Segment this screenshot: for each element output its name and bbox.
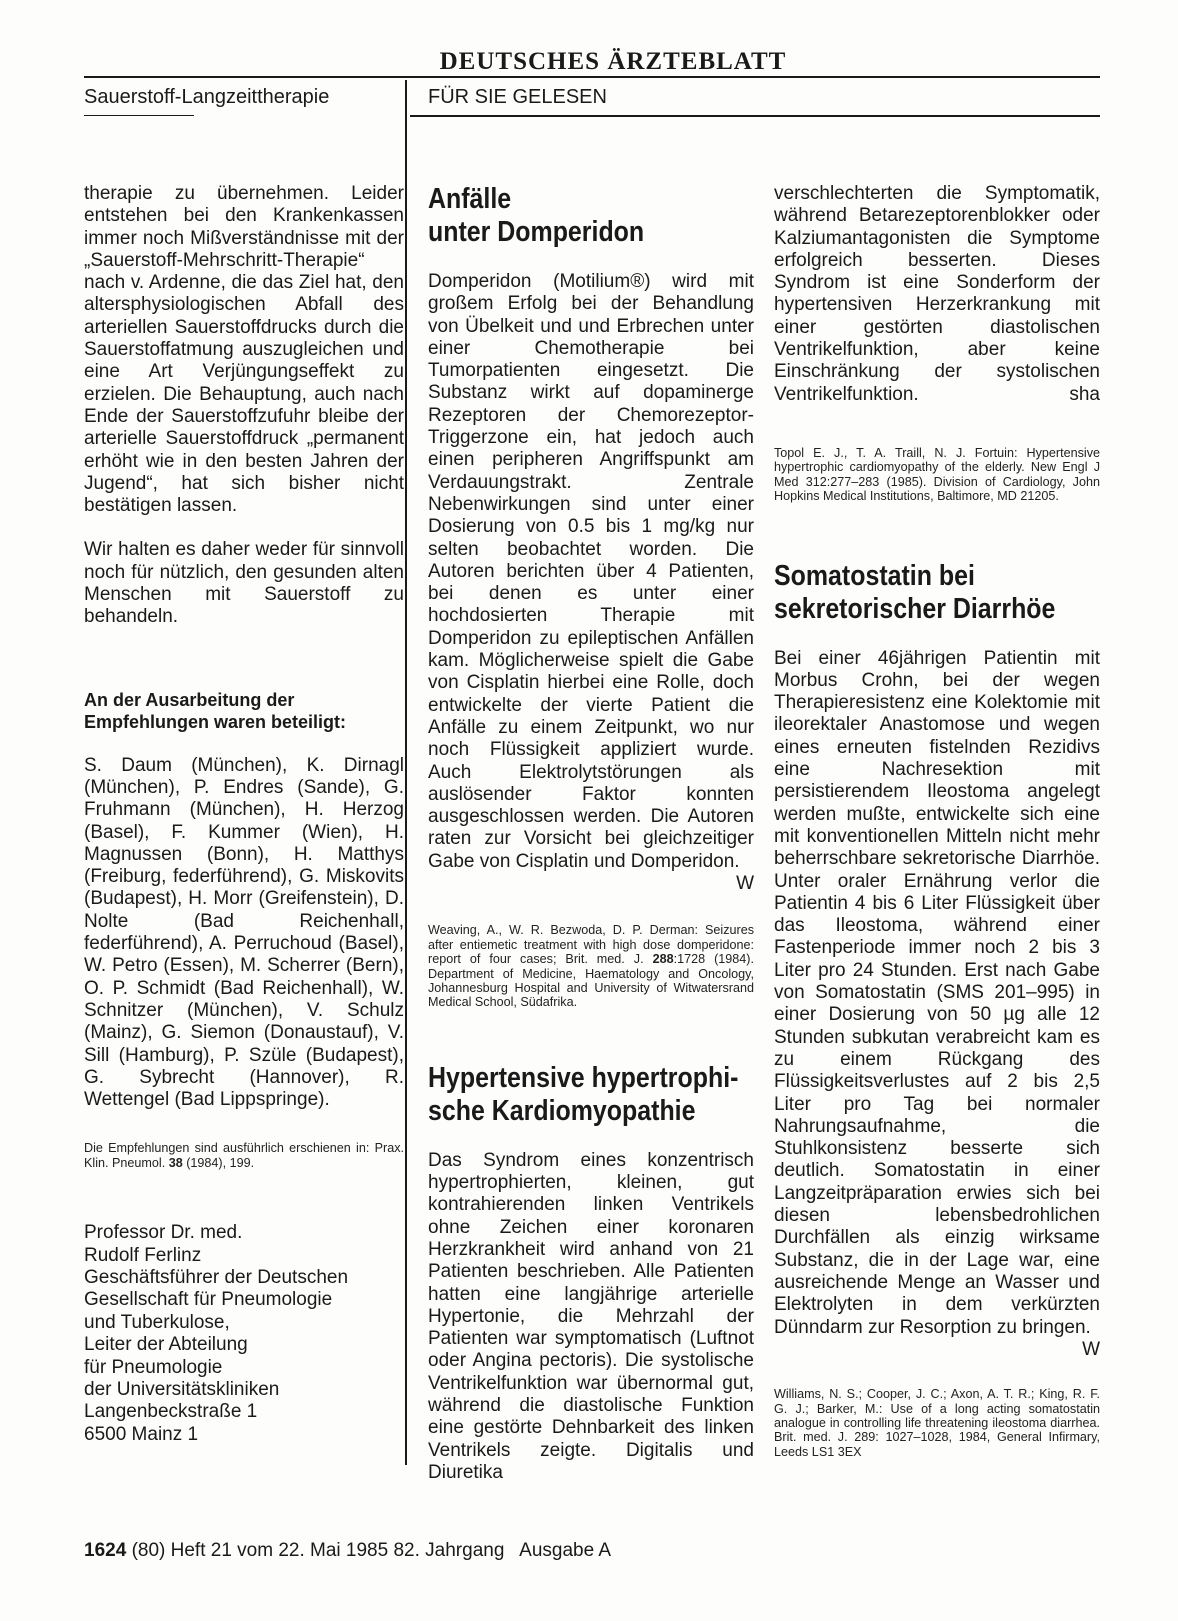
address-line: Professor Dr. med. — [84, 1222, 243, 1244]
author-address — [84, 1222, 404, 1446]
paragraph: therapie zu übernehmen. Leider entstehen bei den Krankenkassen immer noch Mißverständnisse mit der „Sauerstoff-Mehrschritt-Therapie“ nach v. Ardenne, die das Ziel hat, den altersphysiologischen Abfall des arteriellen Sauerstoffdrucks durch die Sauerstoffatmung auszugleichen und eine Art Verjüngungseffekt zu erzielen. Die Behauptung, auch nach Ende der Sauerstoffzufuhr bleibe der arterielle Sauerstoffdruck „permanent erhöht wie in den besten Jahren der Jugend“, hat sich bisher nicht bestätigen lassen. — [84, 183, 404, 517]
column-right — [774, 183, 1100, 1459]
note-tail: (1984), 199. — [186, 1155, 255, 1170]
masthead-rule — [84, 76, 1100, 78]
issue-info: (80) Heft 21 vom 22. Mai 1985 82. Jahrgang Ausgabe A — [131, 1540, 612, 1561]
title-line: unter Domperidon — [428, 216, 645, 248]
masthead: DEUTSCHES ÄRZTEBLATT — [439, 48, 787, 75]
body-text: Bei einer 46jährigen Patientin mit Morbus Crohn, bei der wegen Therapieresistenz eine Kolektomie mit ileorektaler Anastomose und wegen eines erneuten fistelnden Rezidivs eine Nachresektion mit persistierendem Ileostoma angelegt werden mußte, entwickelte sich eine mit konventionellen Mitteln nicht mehr beherrschbare sekretorische Diarrhöe. Unter oraler Ernährung verlor die Patientin 4 bis 6 Liter Flüssigkeit über das Ileostoma, während einer Fastenperiode immer noch 2 bis 3 Liter pro 24 Stunden. Erst nach Gabe von Somatostatin (SMS 201–995) in einer Dosierung von 50 µg alle 12 Stunden subkutan verabreicht kam es zu einem Rückgang des Flüssigkeitsverlustes auf 2 bis 2,5 Liter pro Tag bei normaler Nahrungsaufnahme, die Stuhlkonsistenz besserte sich deutlich. Somatostatin in einer Langzeitpräparation erwies sich bei diesen lebensbedrohlichen Durchfällen als einzig wirksame Substanz, die in der Lage war, eine ausreichende Menge an Wasser und Elektrolyten in dem verkürzten Dünndarm zur Resorption zu bringen. — [774, 647, 1100, 1338]
article-reference: Topol E. J., T. A. Traill, N. J. Fortuin: Hypertensive hypertrophic cardiomyopathy of the elderly. New Engl J Med 312:277–283 (1985). Division of Cardiology, John Hopkins Medical Institutions, Baltimore, MD 21205. — [774, 445, 1100, 504]
ref-volume: 288 — [652, 952, 674, 967]
address-line: für Pneumologie — [84, 1356, 223, 1378]
note-volume: 38 — [168, 1155, 183, 1170]
body-text: Domperidon (Motilium®) wird mit großem Erfolg bei der Behandlung von Übelkeit und und Erbrechen unter einer Chemotherapie bei Tumorpatienten eingesetzt. Die Substanz wirkt auf dopaminerge Rezeptoren der Chemorezeptor-Triggerzone ein, hat jedoch auch einen peripheren Angriffspunkt am Verdauungstrakt. Zentrale Nebenwirkungen sind unter einer Dosierung von 0.5 bis 1 mg/kg nur selten beobachtet worden. Die Autoren berichten über 4 Patienten, bei denen es unter einer hochdosierten Therapie mit Domperidon zu epileptischen Anfällen kam. Möglicherweise spielt die Gabe von Cisplatin hierbei eine Rolle, doch entwickelte der vierte Patient die Anfälle zu einem Zeitpunkt, wo nur noch Flüssigkeit appliziert wurde. Auch Elektrolytstörungen als auslösender Faktor konnten ausgeschlossen werden. Die Autoren raten zur Vorsicht bei gleichzeitiger Gabe von Cisplatin und Domperidon. — [428, 271, 754, 872]
title-line: Hypertensive hypertrophi- — [428, 1061, 739, 1094]
page-number: 1624 — [84, 1540, 127, 1561]
address-line: Gesellschaft für Pneumologie — [84, 1289, 333, 1311]
ref-text: Weaving, A., W. R. Bezwoda, D. P. Derman: Seizures after entiemetic treatment with high dose domperidone: report of four cases; Brit. med. J. — [428, 923, 754, 967]
section-rule-right — [410, 115, 1100, 117]
column-middle — [428, 183, 754, 1484]
article-body — [428, 271, 754, 895]
publication-note — [84, 1141, 404, 1170]
article-title — [428, 1061, 739, 1128]
participants-heading: An der Ausarbeitung der Empfehlungen waren beteiligt: — [84, 689, 347, 732]
article-body-continued — [774, 183, 1100, 406]
body-text: verschlechterten die Symptomatik, während Betarezeptorenblokker oder Kalziumantagonisten die Symptome erfolgreich besserten. Dieses Syndrom ist eine Sonderform der hypertensiven Herzerkrankung mit einer gestörten diastolischen Ventrikelfunktion, aber keine Einschränkung der systolischen Ventrikelfunktion. — [774, 183, 1100, 405]
note-text: Die Empfehlungen sind ausführlich erschienen in: Prax. Klin. Pneumol. — [84, 1141, 404, 1170]
address-line: und Tuberkulose, — [84, 1311, 230, 1333]
title-line: sekretorischer Diarrhöe — [774, 592, 1056, 625]
page-footer — [84, 1540, 611, 1562]
address-line: der Universitätskliniken — [84, 1379, 280, 1401]
article-title — [774, 560, 1054, 626]
participants-list: S. Daum (München), K. Dirnagl (München), P. Endres (Sande), G. Fruhmann (München), H. Herzog (Basel), F. Kummer (Wien), H. Magnussen (Bonn), H. Matthys (Freiburg, federführend), G. Miskovits (Budapest), H. Morr (Greifenstein), D. Nolte (Bad Reichenhall, federführend), A. Perruchoud (Basel), W. Petro (Essen), M. Scherrer (Bern), O. P. Schmidt (Bad Reichenhall), W. Schnitzer (München), V. Schulz (Mainz), G. Siemon (Donaustauf), V. Sill (Hamburg), P. Szüle (Budapest), G. Sybrecht (Hannover), R. Wettengel (Bad Lippspringe). — [84, 754, 404, 1111]
article-reference: Williams, N. S.; Cooper, J. C.; Axon, A. T. R.; King, R. F. G. J.; Barker, M.: Use of a long acting somatostatin analogue in controlling life threatening ileostoma diarrhea. Brit. med. J. 289: 1027–1028, 1984, General Infirmary, Leeds LS1 3EX — [774, 1387, 1100, 1459]
column-left — [84, 183, 404, 1446]
address-line: Langenbeckstraße 1 — [84, 1401, 258, 1423]
section-rule-left — [84, 115, 194, 116]
author-signature: sha — [1069, 383, 1100, 405]
address-line: Geschäftsführer der Deutschen — [84, 1267, 349, 1289]
article-title — [428, 183, 708, 249]
title-line: sche Kardiomyopathie — [428, 1094, 696, 1127]
ref-text: :1728 (1984). Department of Medicine, Haematology and Oncology, Johannesburg Hospital and University of Witwatersrand Medical School, Südafrika. — [428, 952, 754, 1010]
section-title-left: Sauerstoff-Langzeittherapie — [84, 86, 330, 108]
column-divider — [405, 80, 407, 1465]
section-title-right: FÜR SIE GELESEN — [428, 86, 607, 108]
article-body: Das Syndrom eines konzentrisch hypertrophierten, kleinen, gut kontrahierenden linken Ventrikels ohne Zeichen einer koronaren Herzkrankheit wird anhand von 21 Patienten beschrieben. Alle Patienten hatten eine langjährige arterielle Hypertonie, die Mehrzahl der Patienten war symptomatisch (Luftnot oder Angina pectoris). Die systolische Ventrikelfunktion war übernormal gut, während die diastolische Funktion eine gestörte Dehnbarkeit des linken Ventrikels zeigte. Digitalis und Diuretika — [428, 1149, 754, 1483]
article-body — [774, 647, 1100, 1360]
title-line: Anfälle — [428, 183, 512, 215]
address-line: Leiter der Abteilung — [84, 1334, 248, 1356]
article-reference — [428, 923, 754, 1009]
address-line: 6500 Mainz 1 — [84, 1423, 199, 1445]
author-signature: W — [736, 873, 754, 895]
address-line: Rudolf Ferlinz — [84, 1244, 202, 1266]
author-signature: W — [1082, 1338, 1100, 1360]
paragraph: Wir halten es daher weder für sinnvoll noch für nützlich, den gesunden alten Menschen mit Sauerstoff zu behandeln. — [84, 539, 404, 628]
title-line: Somatostatin bei — [774, 559, 975, 592]
